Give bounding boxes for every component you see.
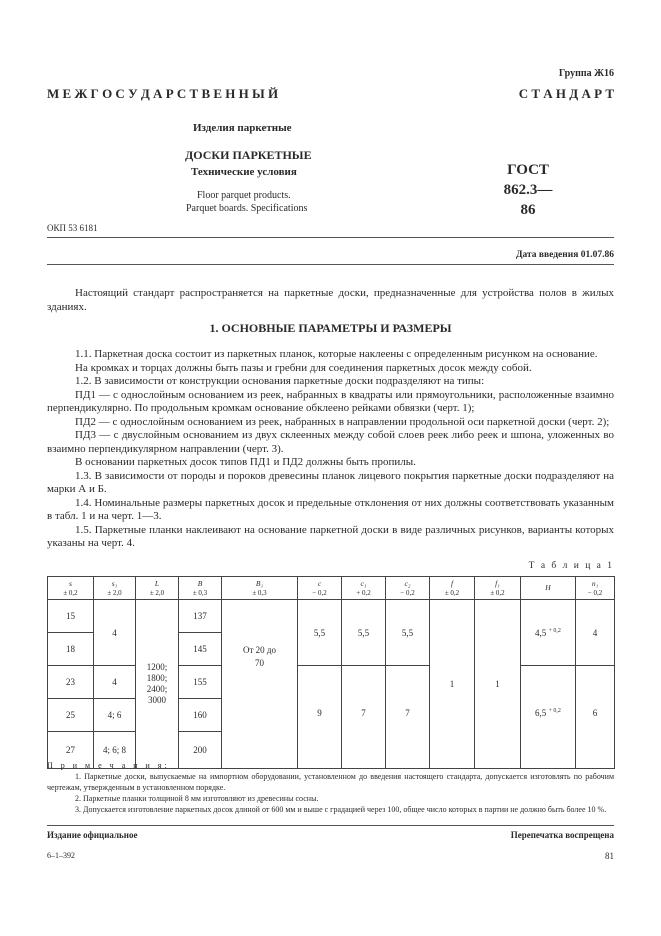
- col-header: f₁ ± 0,2: [475, 577, 521, 600]
- cell-B: 137: [179, 600, 222, 633]
- paragraph: 1.5. Паркетные планки наклеивают на основание паркетной доски в виде различных рисунков, варианты которых указаны на черт. 4.: [47, 523, 614, 549]
- cell-c1: 5,5: [342, 600, 386, 666]
- banner-left: М Е Ж Г О С У Д А Р С Т В Е Н Н Ы Й: [47, 86, 279, 101]
- cell-c2: 7: [386, 666, 430, 769]
- banner-right: С Т А Н Д А Р Т: [518, 86, 614, 101]
- standard-banner: [47, 86, 614, 102]
- col-header: s₁ ± 2,0: [94, 577, 136, 600]
- cell-s1: 4: [94, 600, 136, 666]
- paragraph: 1.1. Паркетная доска состоит из паркетных планок, которые наклеены с определенным рисунком на основание.: [75, 348, 598, 360]
- table-caption: Т а б л и ц а 1: [528, 561, 614, 571]
- cell-B: 155: [179, 666, 222, 699]
- section-body: [47, 348, 614, 551]
- col-header: c₁ + 0,2: [342, 577, 386, 600]
- paragraph: 1.4. Номинальные размеры паркетных досок и предельные отклонения от них должны соответствовать указанным в табл. 1 и на черт. 1—3.: [47, 496, 614, 522]
- english-title: Floor parquet products.: [197, 190, 291, 201]
- cell-H: 4,5 $^{+ 0,2}$: [521, 600, 576, 666]
- col-header: c − 0,2: [298, 577, 342, 600]
- table-row: [48, 666, 615, 699]
- paragraph: ПД2 — с однослойным основанием из реек, набранных в направлении продольной оси паркетной доски (черт. 2);: [75, 415, 610, 428]
- gost-label: ГОСТ: [507, 162, 549, 178]
- document-subtitle: Технические условия: [191, 166, 297, 178]
- cell-s: 27: [48, 732, 94, 769]
- group-code: Группа Ж16: [558, 68, 614, 79]
- page-number: 81: [605, 851, 614, 861]
- cell-L: 1200; 1800; 2400; 3000: [136, 600, 179, 769]
- cell-s: 23: [48, 666, 94, 699]
- gost-designation: [498, 160, 558, 220]
- divider: [47, 825, 614, 826]
- cell-f1: 1: [475, 600, 521, 769]
- document-title: ДОСКИ ПАРКЕТНЫЕ: [185, 148, 312, 162]
- cell-B: 200: [179, 732, 222, 769]
- english-subtitle: Parquet boards. Specifications: [186, 203, 308, 214]
- official-edition: Издание официальное: [47, 830, 138, 840]
- cell-n1: 4: [576, 600, 615, 666]
- okp-code: ОКП 53 6181: [47, 223, 98, 233]
- cell-s1: 4; 6; 8: [94, 732, 136, 769]
- paragraph: 1.3. В зависимости от породы и пороков древесины планок лицевого покрытия паркетные доски подразделяют на марки А и Б.: [47, 469, 614, 495]
- col-header: s ± 0,2: [48, 577, 94, 600]
- cell-s: 15: [48, 600, 94, 633]
- cell-B: 160: [179, 699, 222, 732]
- paragraph: ПД1 — с однослойным основанием из реек, набранных в квадраты или прямоугольники, расположенные взаимно перпендикулярно. По продольным кромкам основание обклеено рейками обвязки (черт. 1);: [47, 388, 614, 414]
- col-header: B ± 0,3: [179, 577, 222, 600]
- cell-f: 1: [430, 600, 475, 769]
- note-item: 1. Паркетные доски, выпускаемые на импортном оборудовании, установленном до введения настоящего стандарта, допускается изготовлять по рабочим чертежам, утвержденным в установленном порядке.: [47, 772, 614, 792]
- section-title: 1. ОСНОВНЫЕ ПАРАМЕТРЫ И РАЗМЕРЫ: [209, 321, 452, 335]
- col-header: n₁ − 0,2: [576, 577, 615, 600]
- divider: [47, 237, 614, 238]
- dimensions-table: [47, 576, 615, 769]
- intro-paragraph: Настоящий стандарт распространяется на паркетные доски, предназначенные для устройства полов в жилых зданиях.: [47, 287, 614, 313]
- paragraph: В основании паркетных досок типов ПД1 и ПД2 должны быть пропилы.: [75, 456, 416, 468]
- cell-B1: От 20 до 70: [222, 600, 298, 769]
- paragraph: 1.2. В зависимости от конструкции основания паркетные доски подразделяют на типы:: [75, 375, 485, 387]
- print-code: 6–1–392: [47, 851, 75, 860]
- table-notes: [47, 760, 614, 815]
- cell-s1: 4; 6: [94, 699, 136, 732]
- cell-n1: 6: [576, 666, 615, 769]
- cell-B: 145: [179, 633, 222, 666]
- col-header: f ± 0,2: [430, 577, 475, 600]
- cell-s: 18: [48, 633, 94, 666]
- product-kind: Изделия паркетные: [193, 122, 292, 134]
- paragraph: ПД3 — с двуслойным основанием из двух склеенных между собой слоев реек либо реек и шпона, уложенных во взаимно перпендикулярном направлении (черт. 3).: [47, 429, 614, 455]
- note-item: 2. Паркетные планки толщиной 8 мм изготовляют из древесины сосны.: [75, 794, 319, 803]
- col-header: H: [521, 577, 576, 600]
- cell-c2: 5,5: [386, 600, 430, 666]
- col-header: L ± 2,0: [136, 577, 179, 600]
- paragraph: На кромках и торцах должны быть пазы и гребни для соединения паркетных досок между собой.: [75, 361, 532, 374]
- cell-c: 5,5: [298, 600, 342, 666]
- reprint-prohibited: Перепечатка воспрещена: [510, 830, 614, 840]
- cell-H: 6,5 $^{+ 0,2}$: [521, 666, 576, 769]
- cell-s1: 4: [94, 666, 136, 699]
- col-header: B₁ ± 0,3: [222, 577, 298, 600]
- notes-heading: П р и м е ч а н и я:: [47, 761, 170, 770]
- cell-c1: 7: [342, 666, 386, 769]
- table-row: [48, 600, 615, 633]
- divider: [47, 264, 614, 265]
- col-header: c₂ − 0,2: [386, 577, 430, 600]
- note-item: 3. Допускается изготовление паркетных досок длиной от 600 мм и выше с градацией через 100, общее число которых в партии не должно быть более 10 %.: [75, 805, 607, 814]
- gost-number: 862.3—86: [503, 182, 553, 218]
- cell-c: 9: [298, 666, 342, 769]
- cell-s: 25: [48, 699, 94, 732]
- table-header-row: [48, 577, 615, 600]
- introduction-date: Дата введения 01.07.86: [515, 250, 614, 260]
